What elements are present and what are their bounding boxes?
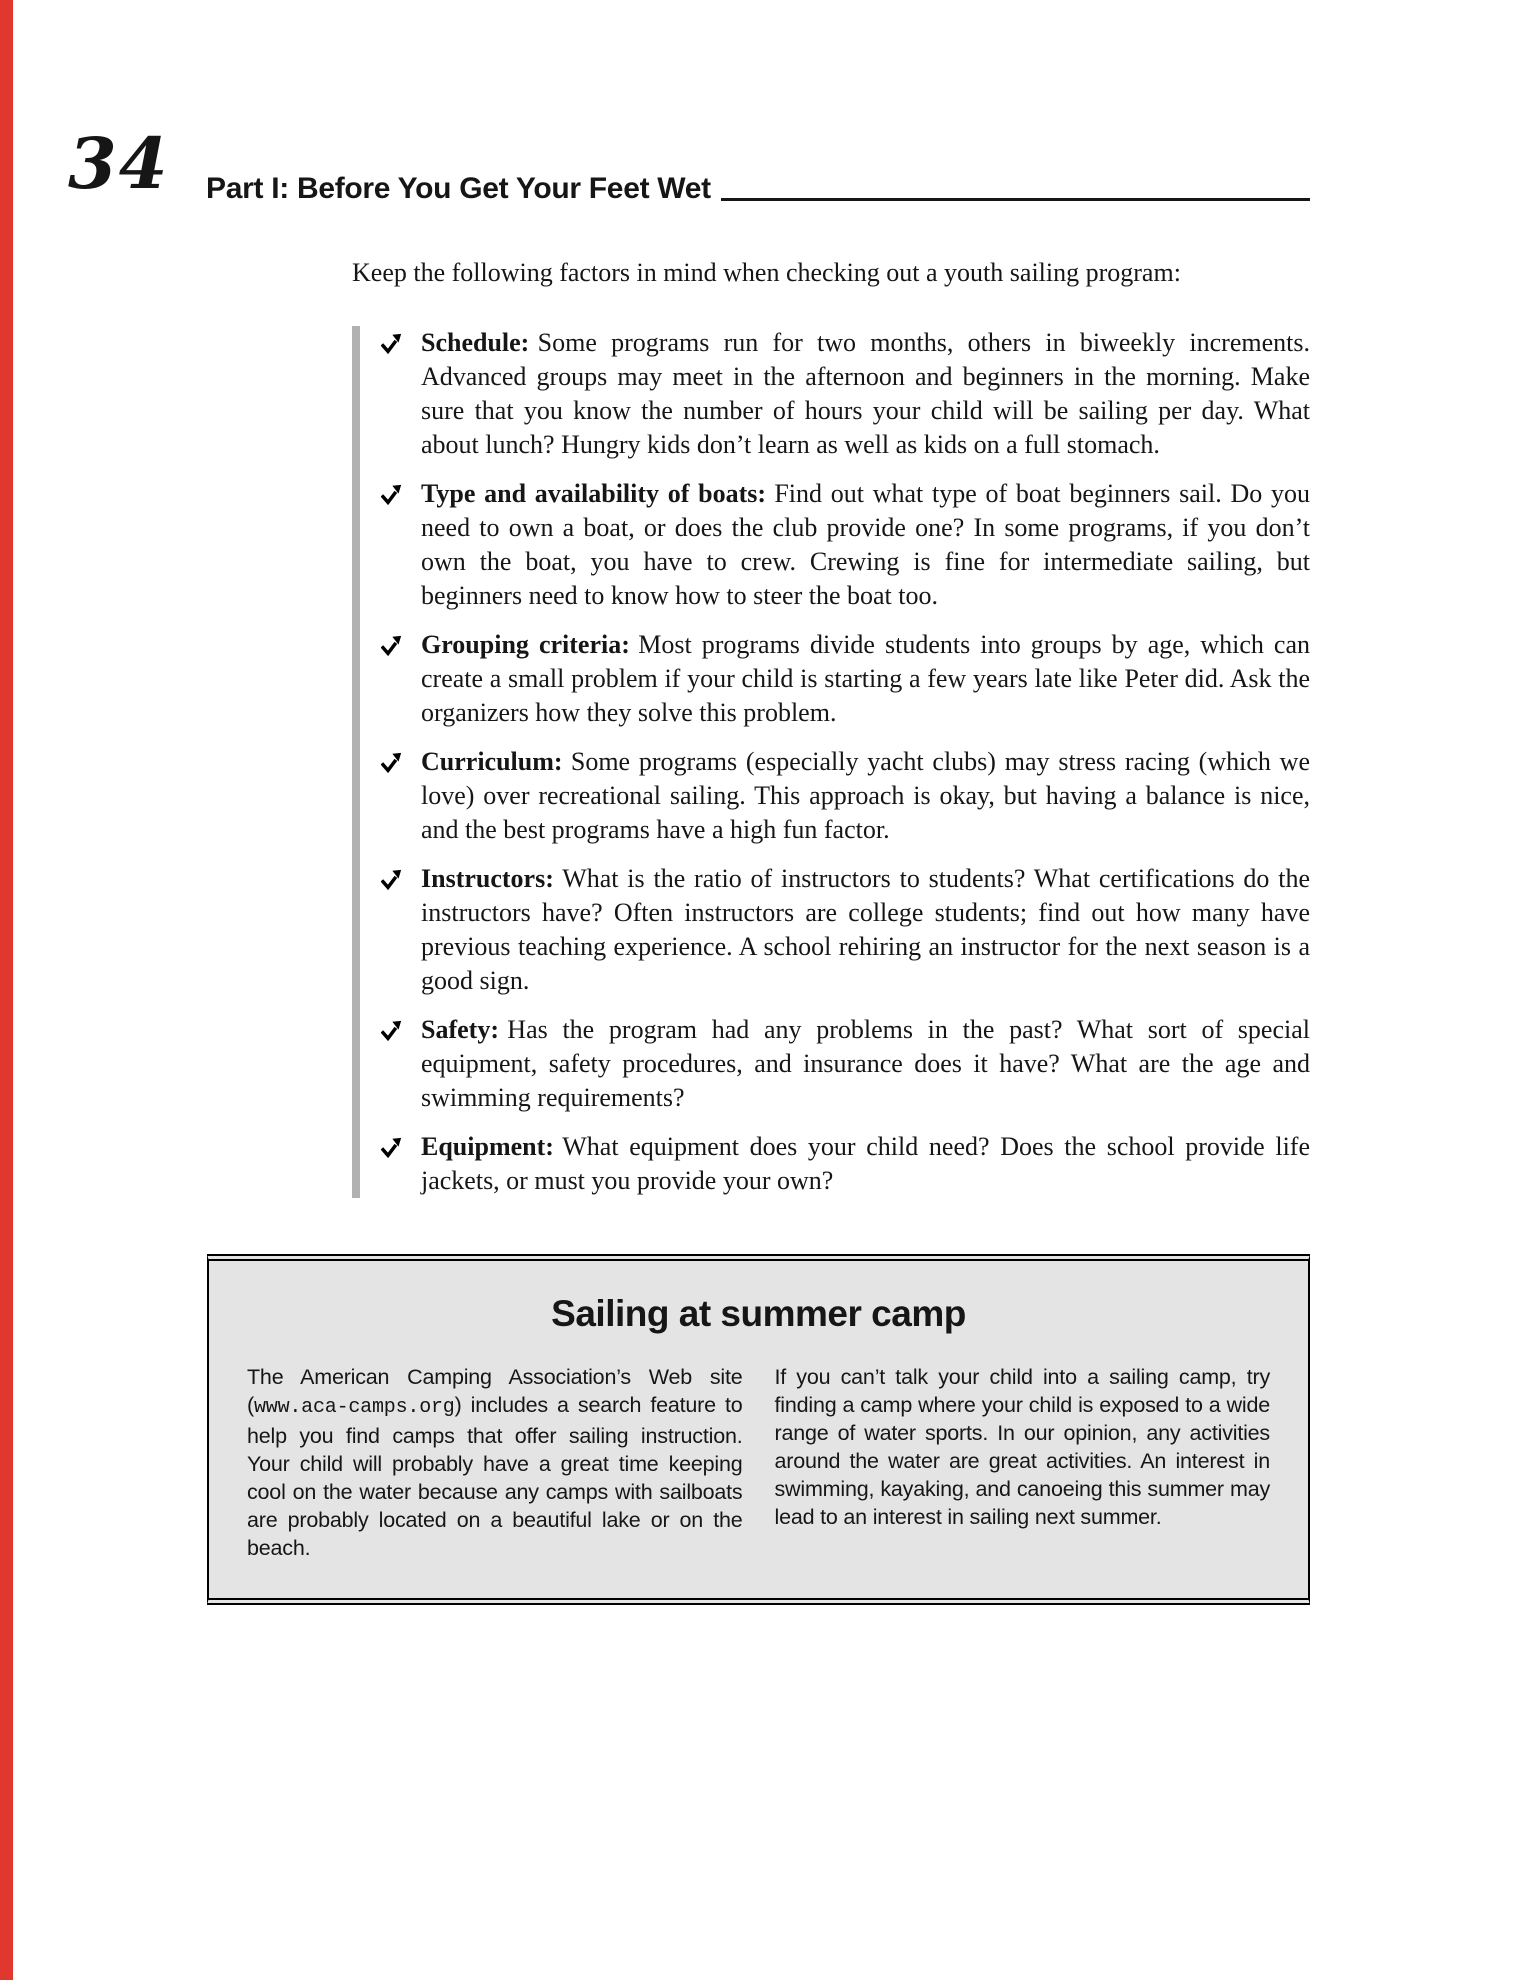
- sidebar-text-post: ) includes a search feature to help you find camps that offer sailing instruction. Your child will probably have a great time keeping cool on the water because any camps with sailboats are probably located on a beautiful lake or on the beach.: [247, 1393, 743, 1560]
- factor-text: Find out what type of boat beginners sail. Do you need to own a boat, or does the club provide one? In some programs, if you don’t own the boat, you have to crew. Crewing is fine for intermediate sailing, but beginners need to know how to steer the boat too.: [421, 479, 1310, 610]
- factor-text: Some programs run for two months, others in biweekly increments. Advanced groups may meet in the afternoon and beginners in the morning. Make sure that you know the number of hours your child will be sailing per day. What about lunch? Hungry kids don’t learn as well as kids on a full stomach.: [421, 328, 1310, 459]
- list-item: [381, 628, 1310, 730]
- check-arrow-icon: [381, 333, 402, 354]
- running-header: [206, 172, 1310, 206]
- factors-list: [352, 326, 1310, 1198]
- factor-label: Schedule:: [421, 328, 530, 357]
- sidebar-box: [207, 1254, 1310, 1605]
- factor-label: Curriculum:: [421, 747, 563, 776]
- page-body: [247, 256, 1311, 1605]
- factor-label: Safety:: [421, 1015, 499, 1044]
- factor-text: Most programs divide students into groups by age, which can create a small problem if your child is starting a few years late like Peter did. Ask the organizers how they solve this problem.: [421, 630, 1311, 727]
- factor-label: Equipment:: [421, 1132, 554, 1161]
- running-header-title: Part I: Before You Get Your Feet Wet: [206, 172, 711, 205]
- intro-paragraph: Keep the following factors in mind when checking out a youth sailing program:: [352, 258, 1181, 287]
- page-edge-tab: [0, 0, 13, 1980]
- factor-label: Type and availability of boats:: [421, 479, 767, 508]
- factor-text: What is the ratio of instructors to students? What certifications do the instructors have? Often instructors are college students; find out how many have previous teaching experience. A school rehiring an instructor for the next season is a good sign.: [421, 864, 1310, 995]
- sidebar-columns: [247, 1363, 1270, 1562]
- check-arrow-icon: [381, 869, 402, 890]
- list-item: [381, 477, 1310, 613]
- list-item: [381, 745, 1310, 847]
- factor-label: Instructors:: [421, 864, 554, 893]
- factor-label: Grouping criteria:: [421, 630, 630, 659]
- sidebar-title: Sailing at summer camp: [551, 1293, 966, 1334]
- list-item: [381, 326, 1310, 462]
- check-arrow-icon: [381, 1137, 402, 1158]
- check-arrow-icon: [381, 635, 402, 656]
- check-arrow-icon: [381, 752, 402, 773]
- factor-text: What equipment does your child need? Does the school provide life jackets, or must you provide your own?: [421, 1132, 1310, 1195]
- sidebar-text-pre: The American Camping Association’s Web site (: [247, 1365, 743, 1417]
- check-arrow-icon: [381, 484, 402, 505]
- url-text: www.aca-camps.org: [253, 1396, 455, 1419]
- check-arrow-icon: [381, 1020, 402, 1041]
- factor-text: Some programs (especially yacht clubs) may stress racing (which we love) over recreational sailing. This approach is okay, but having a balance is nice, and the best programs have a high fun factor.: [421, 747, 1310, 844]
- list-item: [381, 862, 1310, 998]
- list-item: [381, 1130, 1310, 1198]
- sidebar-column-left: [247, 1363, 743, 1562]
- sidebar-column-right: If you can’t talk your child into a sailing camp, try finding a camp where your child is exposed to a wide range of water sports. In our opinion, any activities around the water are great activities. An interest in swimming, kayaking, and canoeing this summer may lead to an interest in sailing next summer.: [774, 1365, 1270, 1529]
- page-number: 34: [68, 122, 170, 205]
- header-rule: [721, 198, 1310, 201]
- factor-text: Has the program had any problems in the past? What sort of special equipment, safety procedures, and insurance does it have? What are the age and swimming requirements?: [421, 1015, 1310, 1112]
- list-item: [381, 1013, 1310, 1115]
